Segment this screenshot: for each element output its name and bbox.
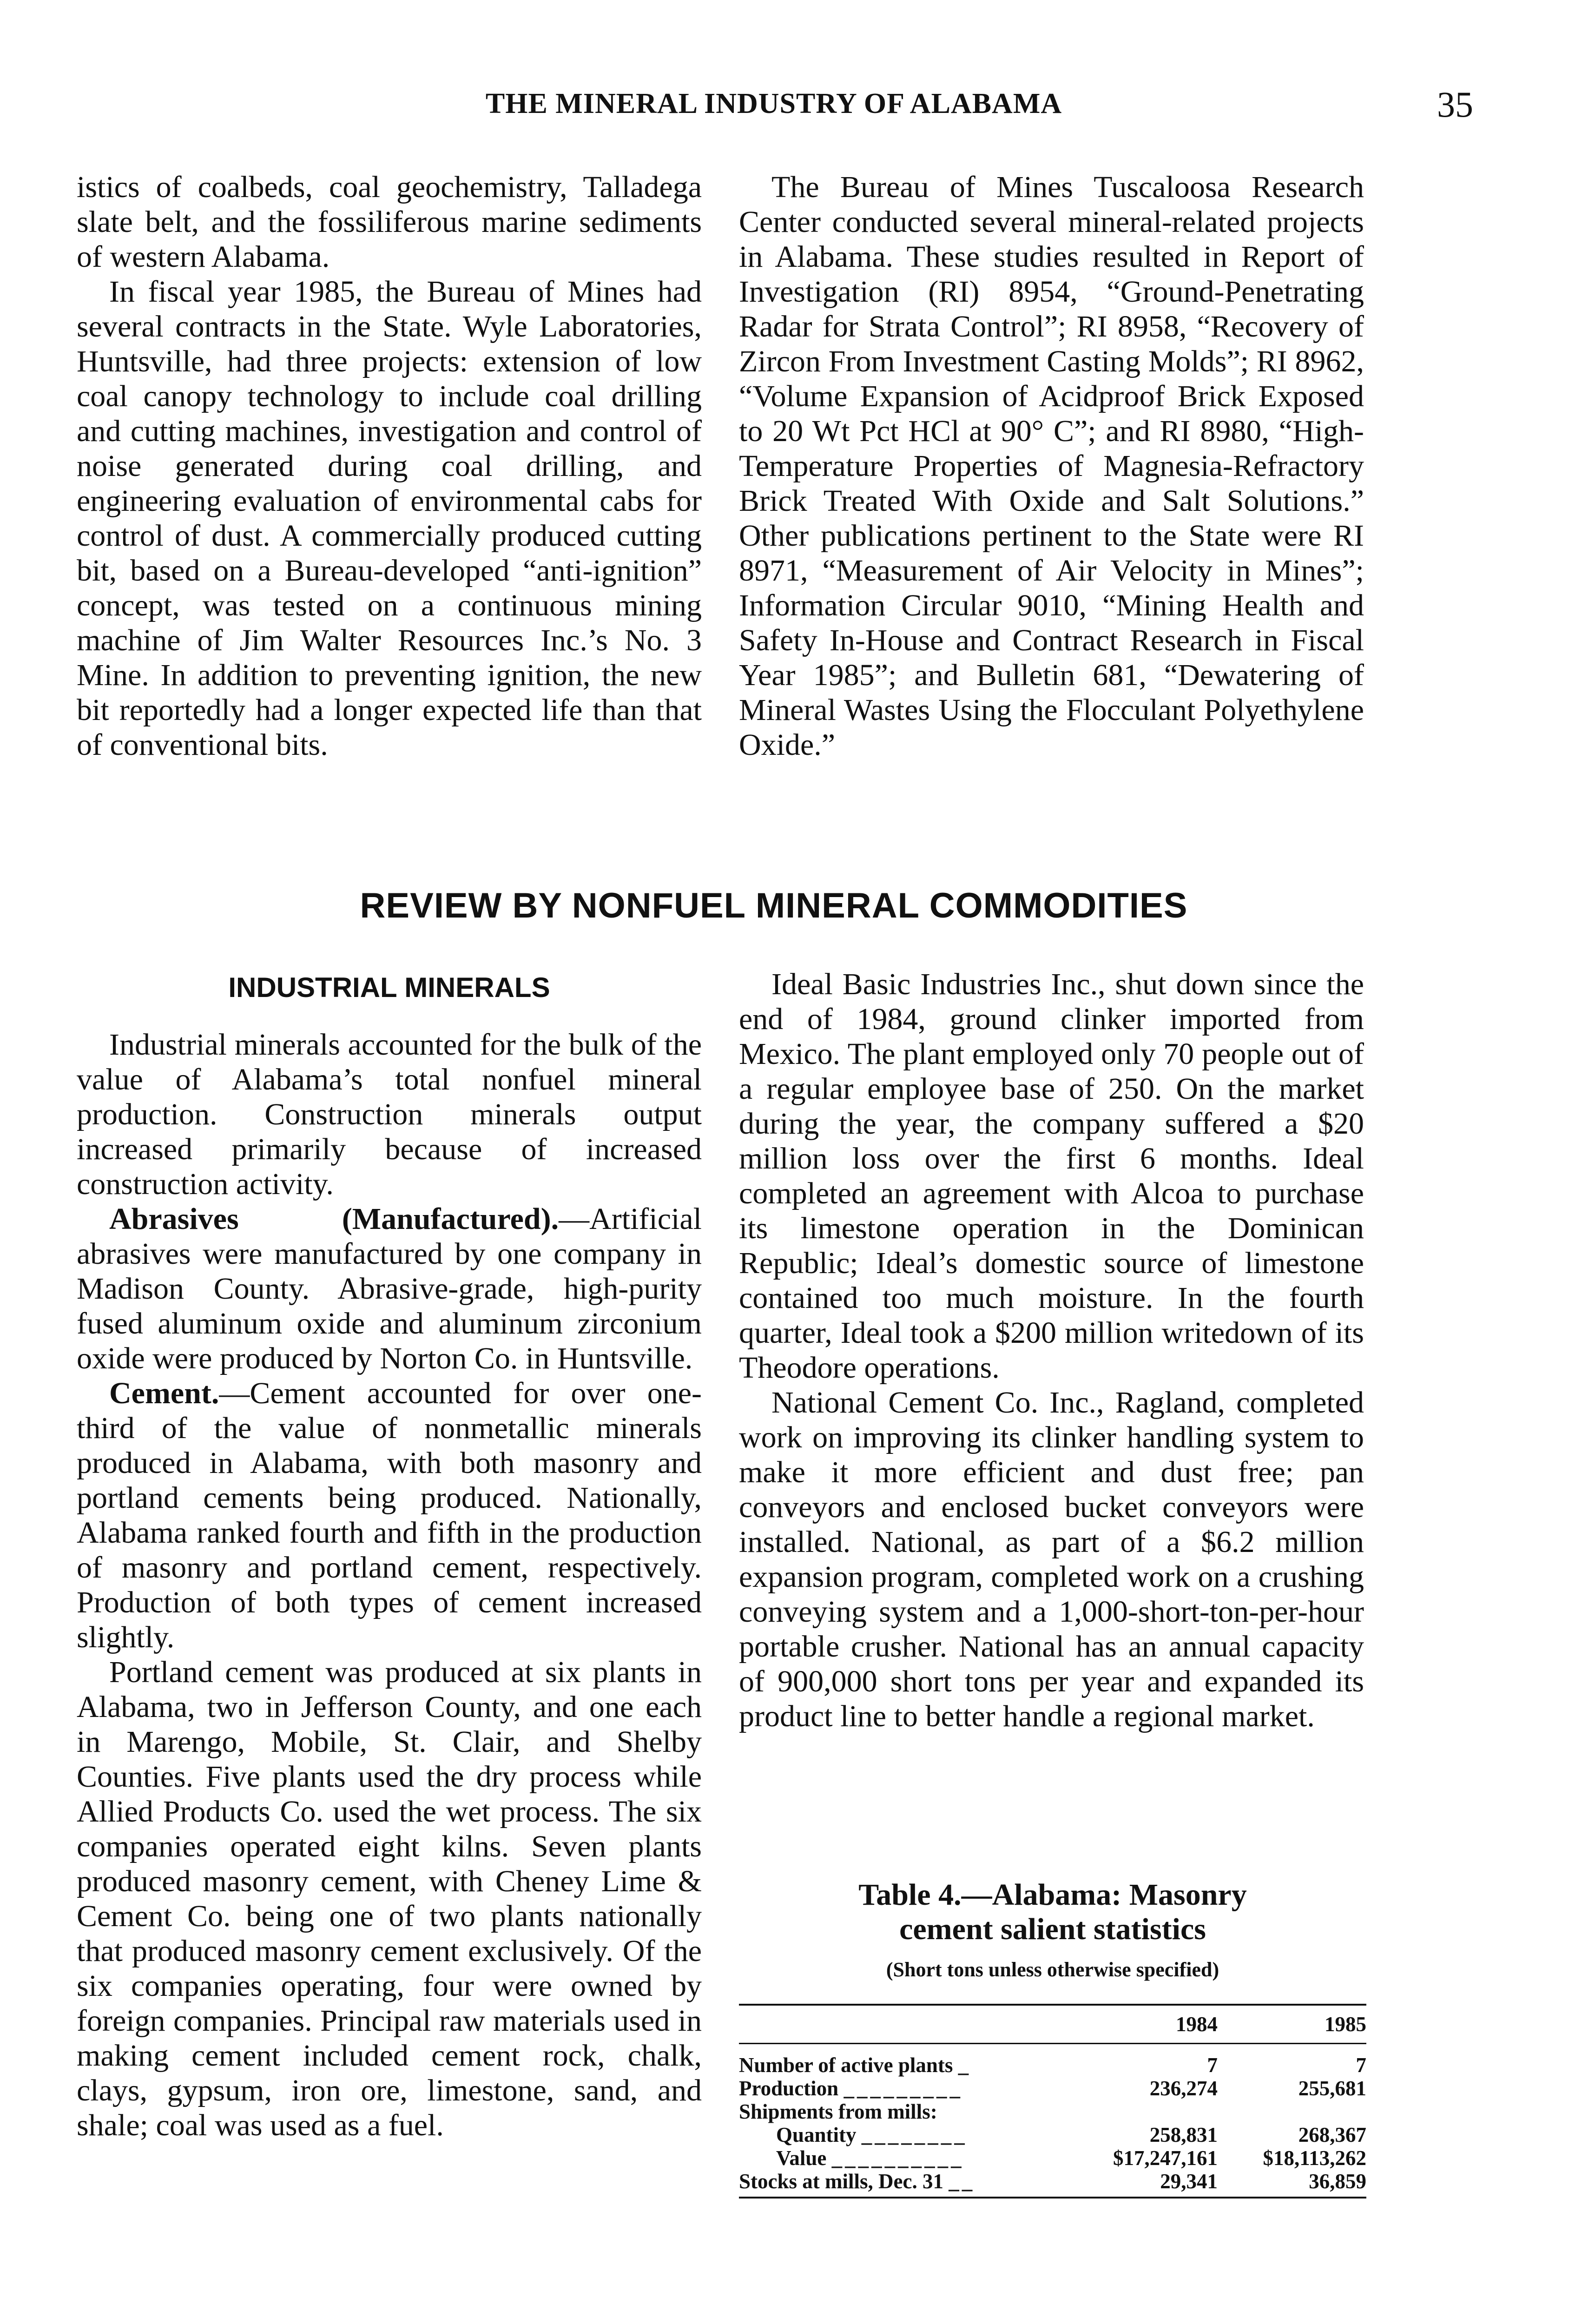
table-row (739, 2170, 1366, 2198)
paragraph: In fiscal year 1985, the Bureau of Mines had several contracts in the State. Wyle Laboratories, Huntsville, had three projects: extension of low coal canopy technology to include coal drilling and cutting machines, investigation and control of noise generated during coal drilling, and engineering evaluation of environmental cabs for control of dust. A commercially produced cutting bit, based on a Bureau-developed “anti-ignition” concept, was tested on a continuous mining machine of Jim Walter Resources Inc.’s No. 3 Mine. In addition to preventing ignition, the new bit reportedly had a longer expected life than that of conventional bits. (77, 275, 702, 762)
leader-dots: __________ (831, 2146, 964, 2170)
row-label (739, 2077, 1069, 2100)
row-label (739, 2044, 1069, 2077)
running-header (74, 84, 1473, 125)
cell-1985: 255,681 (1298, 2077, 1366, 2100)
paragraph (77, 1202, 702, 1376)
top-right-column (739, 170, 1364, 762)
leader-dots: _________ (844, 2077, 963, 2100)
paragraph: Ideal Basic Industries Inc., shut down since the end of 1984, ground clinker imported from Mexico. The plant employed only 70 people out of a regular employee base of 250. On the market during the year, the company suffered a $20 million loss over the first 6 months. Ideal completed an agreement with Alcoa to purchase its limestone operation in the Dominican Republic; Ideal’s domestic source of limestone contained too much moisture. In the fourth quarter, Ideal took a $200 million writedown of its Theodore operations. (739, 967, 1364, 1385)
table-row (739, 2077, 1366, 2100)
row-label (739, 2100, 1069, 2123)
cell-1985: 7 (1356, 2053, 1366, 2077)
cell-1985: 36,859 (1218, 2170, 1366, 2198)
page-number: 35 (1437, 84, 1473, 125)
row-label-text: Value (776, 2146, 827, 2170)
column-header-1984: 1984 (1069, 2005, 1218, 2044)
table-unit-note: (Short tons unless otherwise specified) (886, 1958, 1219, 1981)
paragraph: The Bureau of Mines Tuscaloosa Research Center conducted several mineral-related projects in Alabama. These studies resulted in Report of Investigation (RI) 8954, “Ground-Penetrating Radar for Strata Control”; RI 8958, “Recovery of Zircon From Investment Casting Molds”; RI 8962, “Volume Expansion of Acidproof Brick Exposed to 20 Wt Pct HCl at 90° C”; and RI 8980, “High-Temperature Properties of Magnesia-Refractory Brick Treated With Oxide and Salt Solutions.” Other publications pertinent to the State were RI 8971, “Measurement of Air Velocity in Mines”; Information Circular 9010, “Mining Health and Safety In-House and Contract Research in Fiscal Year 1985”; and Bulletin 681, “Dewatering of Mineral Wastes Using the Flocculant Polyethylene Oxide.” (739, 170, 1364, 762)
table-header-row (739, 2005, 1366, 2044)
leader-dots: __ (949, 2170, 975, 2193)
table-row (739, 2044, 1366, 2077)
table-row (739, 2100, 1366, 2123)
paragraph (77, 1376, 702, 1655)
bottom-right-column (739, 967, 1364, 1734)
cell-1985: $18,113,262 (1263, 2146, 1366, 2170)
paragraph: Industrial minerals accounted for the bulk of the value of Alabama’s total nonfuel mineral production. Construction minerals output increased primarily because of increased construction activity. (77, 1028, 702, 1201)
running-title: THE MINERAL INDUSTRY OF ALABAMA (485, 88, 1062, 119)
top-left-column (77, 170, 702, 762)
table-title: Table 4.—Alabama: Masonry cement salient statistics (858, 1878, 1247, 1946)
paragraph: National Cement Co. Inc., Ragland, completed work on improving its clinker handling system to make it more efficient and dust free; pan conveyors and enclosed bucket conveyors were installed. National, as part of a $6.2 million expansion program, completed work on a crushing conveying system and a 1,000-short-ton-per-hour portable crusher. National has an annual capacity of 900,000 short tons per year and expanded its product line to better handle a regional market. (739, 1386, 1364, 1733)
leader-dots: _ (958, 2053, 972, 2077)
cell-1985 (1218, 2100, 1366, 2123)
bottom-left-column (77, 1027, 702, 2143)
run-in-heading: Cement. (109, 1376, 219, 1410)
row-label-text: Number of active plants (739, 2053, 953, 2077)
paragraph: istics of coalbeds, coal geochemistry, Talladega slate belt, and the fossiliferous marine sediments of western Alabama. (77, 170, 702, 274)
cell-1984: 236,274 (1149, 2077, 1218, 2100)
row-label (739, 2170, 1069, 2198)
paragraph: Portland cement was produced at six plants in Alabama, two in Jefferson County, and one each in Marengo, Mobile, St. Clair, and Shelby Counties. Five plants used the dry process while Allied Products Co. used the wet process. The six companies operated eight kilns. Seven plants produced masonry cement, with Cheney Lime & Cement Co. being one of two plants nationally that produced masonry cement exclusively. Of the six companies operating, four were owned by foreign companies. Principal raw materials used in making cement included cement rock, chalk, clays, gypsum, iron ore, limestone, sand, and shale; coal was used as a fuel. (77, 1655, 702, 2142)
table-4 (739, 1878, 1366, 2199)
table-row (739, 2123, 1366, 2146)
cell-1985: 268,367 (1298, 2123, 1366, 2146)
paragraph-text: —Artificial abrasives were manufactured by one company in Madison County. Abrasive-grade, high-purity fused aluminum oxide and aluminum zirconium oxide were produced by Norton Co. in Huntsville. (77, 1202, 702, 1375)
row-label (739, 2146, 1069, 2170)
cell-1984: 7 (1207, 2053, 1218, 2077)
cell-1984 (1069, 2100, 1218, 2123)
section-title: REVIEW BY NONFUEL MINERAL COMMODITIES (360, 886, 1188, 925)
column-header-1985: 1985 (1218, 2005, 1366, 2044)
statistics-table (739, 2004, 1366, 2199)
cell-1984: $17,247,161 (1113, 2146, 1218, 2170)
paragraph-text: —Cement accounted for over one-third of the value of nonmetallic minerals produced in Alabama, with both masonry and portland cements being produced. Nationally, Alabama ranked fourth and fifth in the production of masonry and portland cement, respectively. Production of both types of cement increased slightly. (77, 1376, 702, 1654)
row-label (739, 2123, 1069, 2146)
subsection-title: INDUSTRIAL MINERALS (228, 972, 550, 1003)
run-in-heading: Abrasives (Manufactured). (109, 1202, 559, 1236)
table-header-blank (739, 2005, 1069, 2044)
cell-1984: 29,341 (1069, 2170, 1218, 2198)
leader-dots: ________ (861, 2123, 968, 2146)
cell-1984: 258,831 (1149, 2123, 1218, 2146)
row-label-text: Quantity (776, 2123, 857, 2146)
row-label-text: Shipments from mills: (739, 2100, 937, 2123)
table-row (739, 2146, 1366, 2170)
row-label-text: Stocks at mills, Dec. 31 (739, 2170, 943, 2193)
row-label-text: Production (739, 2077, 839, 2100)
